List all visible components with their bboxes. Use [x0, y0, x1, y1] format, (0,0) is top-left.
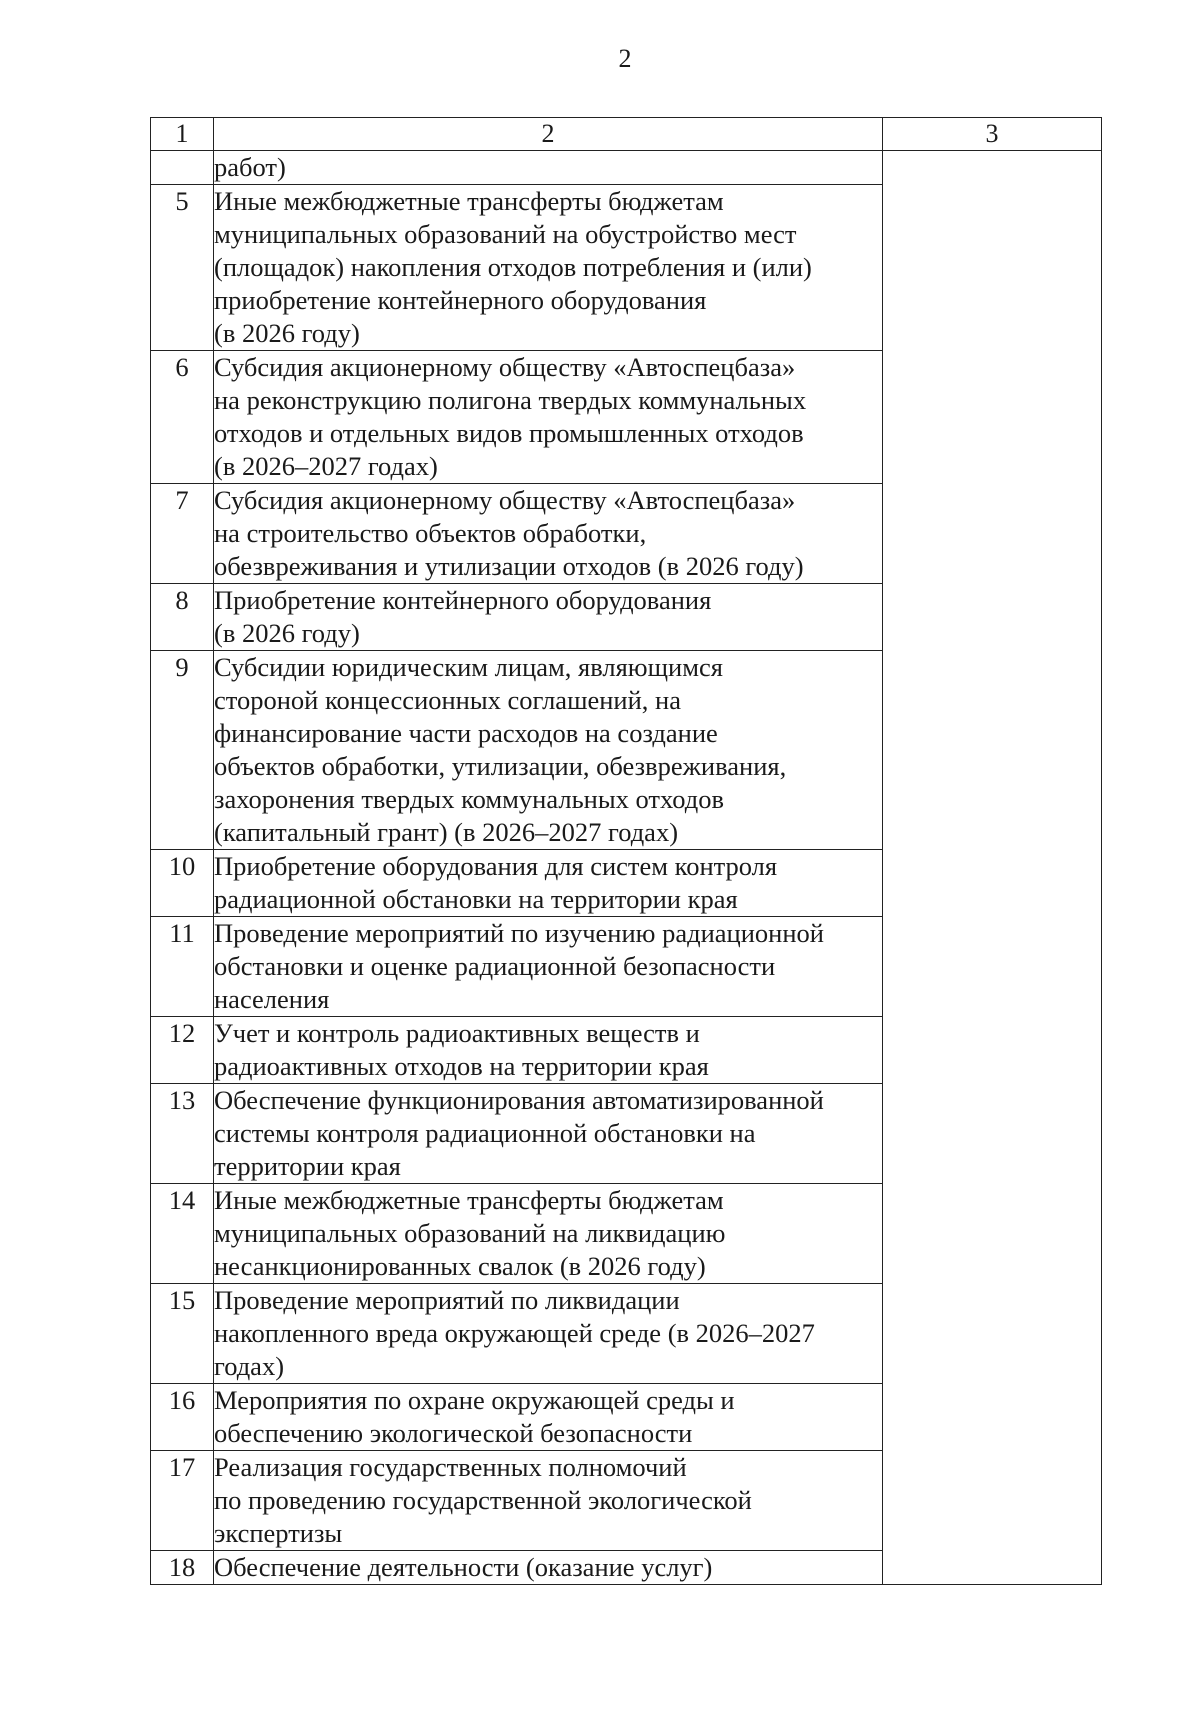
header-col-1: 1: [151, 118, 214, 151]
row-number: 7: [151, 484, 214, 584]
row-number: 13: [151, 1084, 214, 1184]
row-text: Субсидии юридическим лицам, являющимся стороной концессионных соглашений, на финансирование части расходов на создание объектов обработки, утилизации, обезвреживания, захоронения твердых коммунальных отходов (капитальный грант) (в 2026–2027 годах): [214, 651, 883, 850]
table-row: [151, 151, 1102, 185]
header-col-2: 2: [214, 118, 883, 151]
header-col-3: 3: [883, 118, 1102, 151]
page-number: 2: [618, 44, 632, 73]
row-number: 16: [151, 1384, 214, 1451]
row-number: 18: [151, 1551, 214, 1585]
document-table: [150, 117, 1102, 1585]
row-text: Проведение мероприятий по изучению радиационной обстановки и оценке радиационной безопасности населения: [214, 917, 883, 1017]
row-text: Реализация государственных полномочий по проведению государственной экологической экспертизы: [214, 1451, 883, 1551]
row-text: Субсидия акционерному обществу «Автоспецбаза» на строительство объектов обработки, обезвреживания и утилизации отходов (в 2026 году): [214, 484, 883, 584]
row-number: 8: [151, 584, 214, 651]
row-number: 12: [151, 1017, 214, 1084]
row-text: Проведение мероприятий по ликвидации накопленного вреда окружающей среде (в 2026–2027 годах): [214, 1284, 883, 1384]
row-text: Мероприятия по охране окружающей среды и обеспечению экологической безопасности: [214, 1384, 883, 1451]
row-text: Учет и контроль радиоактивных веществ и радиоактивных отходов на территории края: [214, 1017, 883, 1084]
row-number: 17: [151, 1451, 214, 1551]
row-text: Приобретение оборудования для систем контроля радиационной обстановки на территории края: [214, 850, 883, 917]
row-number: 10: [151, 850, 214, 917]
row-text: Иные межбюджетные трансферты бюджетам муниципальных образований на обустройство мест (площадок) накопления отходов потребления и (или) приобретение контейнерного оборудования (в 2026 году): [214, 185, 883, 351]
row-text: Обеспечение деятельности (оказание услуг): [214, 1551, 883, 1585]
row-text: Иные межбюджетные трансферты бюджетам муниципальных образований на ликвидацию несанкционированных свалок (в 2026 году): [214, 1184, 883, 1284]
row-text: работ): [214, 151, 883, 185]
row-number: 6: [151, 351, 214, 484]
row-number: 15: [151, 1284, 214, 1384]
row-number: 5: [151, 185, 214, 351]
row-number: 9: [151, 651, 214, 850]
row-number: 11: [151, 917, 214, 1017]
row-number: [151, 151, 214, 185]
row-text: Приобретение контейнерного оборудования (в 2026 году): [214, 584, 883, 651]
table-header-row: [151, 118, 1102, 151]
row-text: Обеспечение функционирования автоматизированной системы контроля радиационной обстановки на территории края: [214, 1084, 883, 1184]
row-text: Субсидия акционерному обществу «Автоспецбаза» на реконструкцию полигона твердых коммунальных отходов и отдельных видов промышленных отходов (в 2026–2027 годах): [214, 351, 883, 484]
row-number: 14: [151, 1184, 214, 1284]
column-3-cell: [883, 151, 1102, 1585]
